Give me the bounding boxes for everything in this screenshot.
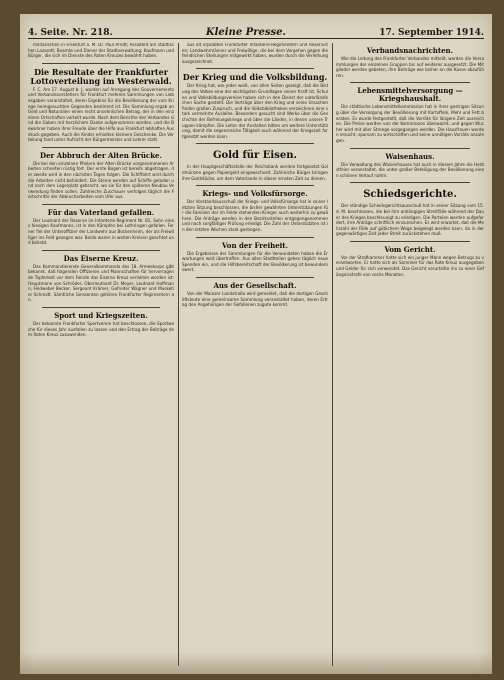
- article-headline: Verbandsnachrichten.: [366, 46, 454, 55]
- article-separator: [196, 185, 314, 186]
- article-body: Das Kommandierende Generalkommando des 18. Armeekorps gibt bekannt, daß folgenden Offizieren und Mannschaften für hervorragende Tapferkeit vor dem Feinde das Eiserne Kreuz verliehen worden ist: Hauptmann von Schröder, Oberleutnant Dr. Meyer, Leutnant Hoffmann, Feldwebel Becker, Sergeant Krämer, Gefreiter Wagner und Musketier Schmidt. Sämtliche Genannten gehören Frankfurter Regimentern an.: [28, 264, 174, 304]
- article-separator: [196, 277, 314, 278]
- column-1: [28, 43, 174, 666]
- page-number: 4. Seite. Nr. 218.: [28, 28, 113, 38]
- newspaper-page: [20, 14, 492, 674]
- article-headline: Gold für Eisen.: [213, 150, 297, 162]
- article-body: Der Leutnant der Reserve im Infanterie-Regiment Nr. 81, Sohn eines hiesigen Kaufmanns, ist in den Kämpfen bei Lothringen gefallen. Ferner fiel der Unteroffizier der Landwehr aus Bockenheim, der als Freiwilliger ins Feld gezogen war. Beide waren in weiten Kreisen geachtet und beliebt.: [28, 218, 174, 247]
- article-body: aus alt erprobten Frankfurter Infanterie-Regimentern und Reservisten; Landwehrmänner und Freiwillige, die bei dem Vorgehen gegen die feindlichen Stellungen mitgewirkt haben, wurden durch die Verleihung ausgezeichnet.: [182, 43, 328, 65]
- article-separator: [350, 82, 470, 83]
- article-headline: Vom Gericht.: [384, 244, 436, 254]
- article-headline: Sport und Kriegszeiten.: [54, 311, 148, 320]
- page-edge-shading: [20, 652, 492, 674]
- article-separator: [350, 241, 470, 242]
- article-body: Der Krieg hat, wie jeder weiß, von allen Seiten gezeigt, daß die Bildung des Volkes eine der wichtigsten Grundlagen seiner Kraft ist. Schulen und Volksbildungsvereine haben sich in den Dienst der vaterländischen Sache gestellt. Die Vorträge über den Krieg und seine Ursachen finden großen Zuspruch, und die Volksbibliotheken verzeichnen eine stark vermehrte Ausleihe. Besonders gesucht sind Werke über die Geschichte der Befreiungskriege und über die Länder, in denen unsere Truppen kämpfen. Die Leiter der Anstalten bitten um weitere Unterstützung, damit die segensreiche Tätigkeit auch während der Kriegszeit fortgesetzt werden kann.: [182, 84, 328, 140]
- article-separator: [42, 63, 160, 64]
- article-separator: [42, 147, 160, 148]
- article-headline: Die Resultate der Frankfurter Lottoverteilung im Westerwald.: [30, 66, 172, 86]
- article-separator: [42, 250, 160, 251]
- article-separator: [196, 68, 314, 69]
- article-separator: [196, 143, 314, 144]
- column-3: [336, 43, 484, 666]
- article-headline: Der Krieg und die Volksbildung.: [182, 72, 328, 83]
- column-2: [182, 43, 328, 666]
- article-headline: Das Eiserne Kreuz.: [63, 253, 139, 263]
- article-headline: Von der Freiheit.: [222, 240, 288, 250]
- article-body: Der Vorstandsausschuß der Kriegs- und Volksfürsorge hat in seiner letzten Sitzung beschlossen, die bisher gewährten Unterstützungen für die Familien der im Felde stehenden Krieger auch weiterhin zu gewähren. Die Anträge werden in den Bezirksstellen entgegengenommen und nach sorgfältiger Prüfung erledigt. Die Zahl der Unterstützten ist in den letzten Wochen stark gestiegen.: [182, 200, 328, 234]
- article-body: Der bekannte Frankfurter Sportverein hat beschlossen, die Sportwoche für dieses Jahr ausfallen zu lassen und den Ertrag der Beiträge dem Roten Kreuz zuzuwenden.: [28, 322, 174, 339]
- article-body: Die bei den einzelnen Pfeilern der Alten Brücke vorgenommenen Arbeiten schreiten rüstig fort. Der erste Bogen ist bereits abgetragen, der zweite wird in den nächsten Tagen folgen. Die Schiffahrt wird durch die Arbeiten nicht behindert. Die Steine werden auf Schiffe geladen und nach dem Lagerplatz gebracht, wo sie für den späteren Neubau Verwendung finden sollen. Zahlreiche Zuschauer verfolgen täglich die Fortschritte der Abbrucharbeiten vom Ufer aus.: [28, 161, 174, 201]
- article-headline: Lebensmittelversorgung — Kriegshaushalt.: [357, 86, 463, 104]
- column-rule: [178, 43, 179, 666]
- article-separator: [42, 204, 160, 205]
- article-separator: [350, 148, 470, 149]
- article-body: Die städtische Lebensmittelkommission hat in ihrer gestrigen Sitzung über die Versorgung der Bevölkerung mit Kartoffeln, Mehl und Fett beraten. Es wurde festgestellt, daß die Vorräte für längere Zeit ausreichen. Die Preise werden von der Kommission überwacht, und gegen Wucher wird mit aller Strenge vorgegangen werden. Die Hausfrauen werden ersucht, sparsam zu wirtschaften und keine unnötigen Vorräte anzulegen.: [336, 105, 484, 144]
- newspaper-title: Kleine Presse.: [205, 27, 286, 38]
- article-separator: [196, 237, 314, 238]
- article-headline: Für das Vaterland gefallen.: [47, 207, 155, 217]
- article-separator: [350, 182, 470, 183]
- article-body: F. C. Am 17. August b. J. wurden auf Anregung des Gouvernements und Verbandsvorstehers für Frankfurt mehrere Sammlungen von Liebesgaben veranstaltet, deren Ergebnis für die Bevölkerung der vom Kriege heimgesuchten Gegenden bestimmt ist. Die Sammlung ergab an Geld und Naturalien einen recht ansehnlichen Betrag, der in den einzelnen Ortschaften verteilt wurde. Nach dem Berichte des Verbandes sind die Gaben mit herzlichem Danke aufgenommen worden, und die Bewohner haben ihrer Freude über die Hilfe aus Frankfurt lebhaften Ausdruck gegeben. Auch die Kinder erhielten kleinere Geschenke. Die Verteilung fand unter Aufsicht der Bürgermeister und Lehrer statt.: [28, 87, 174, 144]
- article-separator: [42, 307, 160, 308]
- article-body: Wie die Leitung des Frankfurter Verbandes mitteilt, werden die Versammlungen der einzelnen Gruppen bis auf weiteres ausgesetzt. Die Mitglieder werden gebeten, ihre Beiträge wie bisher an die Kasse abzuführen.: [336, 57, 484, 79]
- article-body: Der ständige Schiedsgerichtsausschuß hat in seiner Sitzung vom 15. d. M. beschlossen, die bei ihm anhängigen Streitfälle während der Dauer des Krieges beschleunigt zu erledigen. Die Parteien werden aufgefordert, ihre Anträge schriftlich einzureichen. Es wird erwartet, daß die Mehrzahl der Fälle auf gütlichem Wege beigelegt werden kann, da in der gegenwärtigen Zeit jeder Streit zurückstehen muß.: [336, 204, 484, 238]
- article-body: militärischen in Frankfurt a. M. Dr. Paul Arndt; Assistent am städtischen Lazarett; Beamte und Diener der Stadtverwaltung; Kaufmann und Bürger, die sich im Dienste des Roten Kreuzes bewährt haben.: [28, 43, 174, 60]
- article-body: Von der Mainzer Landstraße wird gemeldet, daß die dortigen Geschäftsleute eine gemeinsame Sammlung veranstaltet haben, deren Ertrag den Angehörigen der Gefallenen zugute kommt.: [182, 292, 328, 309]
- article-headline: Kriegs- und Volksfürsorge.: [202, 189, 308, 199]
- masthead: [28, 22, 484, 39]
- article-body: Die Ergebnisse der Sammlungen für die Verwundeten haben die Erwartungen weit übertroffen. Aus allen Stadtteilen gehen täglich neue Spenden ein, und die Hilfsbereitschaft der Bevölkerung ist bewundernswert.: [182, 251, 328, 274]
- article-headline: Der Abbruch der Alten Brücke.: [40, 150, 162, 160]
- article-headline: Aus der Gesellschaft.: [213, 281, 297, 291]
- issue-date: 17. September 1914.: [379, 28, 484, 38]
- article-body: Die Verwaltung des Waisenhauses hat auch in diesem Jahre die Herbstfeier veranstaltet, die unter großer Beteiligung der Bevölkerung einen schönen Verlauf nahm.: [336, 162, 484, 179]
- article-body: In der Hauptgeschäftsstelle der Reichsbank werden fortgesetzt Goldmünzen gegen Papiergeld eingewechselt. Zahlreiche Bürger bringen ihre Goldstücke, um dem Vaterlande in dieser ernsten Zeit zu dienen.: [182, 165, 328, 182]
- column-rule: [332, 43, 333, 666]
- article-body: Vor der Strafkammer hatte sich ein junger Mann wegen Betrugs zu verantworten. Er hatte sich als Sammler für das Rote Kreuz ausgegeben und Gelder für sich verwendet. Das Gericht verurteilte ihn zu einer Gefängnisstrafe von sechs Monaten.: [336, 255, 484, 278]
- article-headline: Waisenhaus.: [385, 151, 435, 161]
- article-headline: Schiedsgerichte.: [363, 189, 457, 201]
